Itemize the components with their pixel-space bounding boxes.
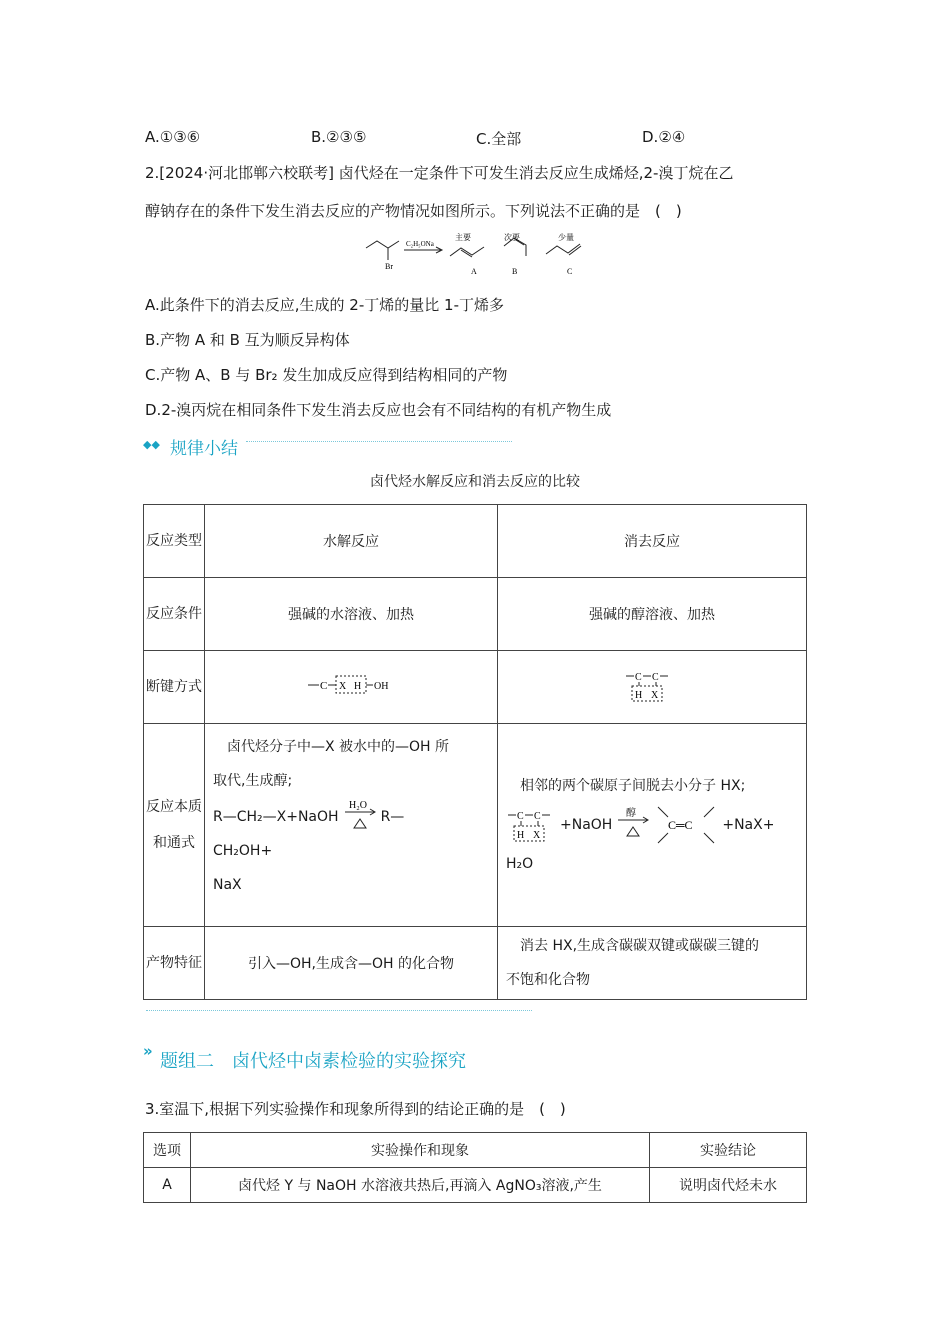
hydrolysis-conditions: 强碱的水溶液、加热 <box>205 578 498 651</box>
experiment-row-a <box>144 1168 807 1203</box>
experiment-header-row <box>144 1133 807 1168</box>
q1-option-c: C.全部 <box>476 130 522 148</box>
q1-option-a: A.①③⑥ <box>145 128 201 146</box>
hydrolysis-essence-line1: 卤代烃分子中—X 被水中的—OH 所 <box>213 739 450 755</box>
carbon-atom: C <box>320 680 328 692</box>
equation-reactants: R—CH₂—X+NaOH <box>213 809 339 825</box>
elimination-cleavage <box>498 651 807 724</box>
hydrolysis-cleavage <box>205 651 498 724</box>
br-label: Br <box>385 262 393 271</box>
hydrolysis-equation <box>213 798 489 834</box>
alcohol-heat-arrow-icon <box>616 806 650 844</box>
carbon-atom-1: C <box>517 811 524 822</box>
hydroxyl-group: OH <box>374 681 389 692</box>
label-conditions: 反应条件 <box>144 578 205 651</box>
double-bond-label: C═C <box>668 818 693 832</box>
experiment-table <box>143 1132 807 1203</box>
elimination-features-line2: 不饱和化合物 <box>506 972 590 988</box>
comparison-table <box>143 504 807 1000</box>
product-c-label: C <box>567 267 573 276</box>
row-essence <box>144 724 807 927</box>
q2-option-b: B.产物 A 和 B 互为顺反异构体 <box>145 331 350 349</box>
elimination-type: 消去反应 <box>498 505 807 578</box>
hydrogen-atom: H <box>354 681 362 692</box>
haloalkane-structure <box>506 805 556 845</box>
halogen-atom: X <box>533 830 541 841</box>
q1-option-b: B.②③⑤ <box>311 128 367 146</box>
product-a-skeleton <box>450 247 484 256</box>
comparison-table-title: 卤代烃水解反应和消去反应的比较 <box>370 474 580 490</box>
row-conditions <box>144 578 807 651</box>
summary-heading: 规律小结 <box>170 439 238 459</box>
hydrolysis-essence <box>205 724 498 927</box>
alkene-structure <box>654 803 718 847</box>
halogen-atom: X <box>339 681 347 692</box>
halogen-atom: X <box>651 690 659 701</box>
label-reaction-type: 反应类型 <box>144 505 205 578</box>
product-c-skeleton <box>546 244 580 254</box>
elimination-essence-line1: 相邻的两个碳原子间脱去小分子 HX; <box>506 778 746 794</box>
bromobutane-skeleton <box>366 241 399 248</box>
dotted-divider <box>246 441 512 442</box>
equation-naoh: +NaOH <box>560 817 613 833</box>
q2-option-d: D.2-溴丙烷在相同条件下发生消去反应也会有不同结构的有机产物生成 <box>145 401 612 419</box>
row-reaction-type <box>144 505 807 578</box>
row-a-conclusion: 说明卤代烃未水 <box>650 1168 807 1203</box>
water-label: H₂O <box>348 800 367 811</box>
diamond-bullet-icon: ◆◆ <box>143 438 160 451</box>
row-a-operation: 卤代烃 Y 与 NaOH 水溶液共热后,再滴入 AgNO₃溶液,产生 <box>191 1168 650 1203</box>
q2-option-a: A.此条件下的消去反应,生成的 2-丁烯的量比 1-丁烯多 <box>145 296 504 314</box>
elimination-product-features <box>498 927 807 1000</box>
reagent-label: C₂H₅ONa <box>406 240 434 248</box>
label-essence: 反应本质和通式 <box>144 724 205 927</box>
q2-stem-line2: 醇钠存在的条件下发生消去反应的产物情况如图所示。下列说法不正确的是 ( ) <box>145 202 682 220</box>
few-label: 少量 <box>558 233 574 242</box>
elimination-equation <box>506 803 798 847</box>
row-a-option: A <box>144 1168 191 1203</box>
q2-stem-line1: 2.[2024·河北邯郸六校联考] 卤代烃在一定条件下可发生消去反应生成烯烃,2-溴丁烷在乙 <box>145 164 734 182</box>
product-a-label: A <box>471 267 477 276</box>
row-bond-cleavage <box>144 651 807 724</box>
dotted-divider-bottom <box>146 1010 532 1011</box>
carbon-atom-1: C <box>635 672 642 683</box>
label-product-features: 产物特征 <box>144 927 205 1000</box>
equation-product-start: R— <box>380 809 405 825</box>
hydrolysis-essence-line2: 取代,生成醇; <box>213 773 293 789</box>
hydrolysis-product-features: 引入—OH,生成含—OH 的化合物 <box>205 927 498 1000</box>
elimination-scheme-figure <box>360 228 590 278</box>
hydrogen-atom: H <box>635 690 643 701</box>
carbon-atom-2: C <box>534 811 541 822</box>
alcohol-label: 醇 <box>626 808 637 819</box>
equation-water: H₂O <box>506 856 534 872</box>
major-label: 主要 <box>455 233 471 242</box>
hydrolysis-cleavage-diagram <box>306 673 396 697</box>
header-option: 选项 <box>144 1133 191 1168</box>
header-operation: 实验操作和现象 <box>191 1133 650 1168</box>
group2-heading: 题组二 卤代烃中卤素检验的实验探究 <box>160 1051 466 1072</box>
q1-option-d: D.②④ <box>642 128 686 146</box>
carbon-atom-2: C <box>652 672 659 683</box>
equation-product-nax: NaX <box>213 877 242 893</box>
elimination-features-line1: 消去 HX,生成含碳碳双键或碳碳三键的 <box>506 938 760 954</box>
hydrogen-atom: H <box>517 830 525 841</box>
hydrolysis-type: 水解反应 <box>205 505 498 578</box>
product-b-label: B <box>512 267 518 276</box>
equation-product-cont: CH₂OH+ <box>213 843 273 859</box>
equation-nax: +NaX+ <box>722 817 775 833</box>
elimination-essence <box>498 724 807 927</box>
elimination-cleavage-diagram <box>622 666 682 704</box>
header-conclusion: 实验结论 <box>650 1133 807 1168</box>
q2-option-c: C.产物 A、B 与 Br₂ 发生加成反应得到结构相同的产物 <box>145 366 508 384</box>
row-product-features <box>144 927 807 1000</box>
minor-label: 次要 <box>504 233 520 242</box>
elimination-conditions: 强碱的醇溶液、加热 <box>498 578 807 651</box>
label-bond-cleavage: 断键方式 <box>144 651 205 724</box>
heat-arrow-icon <box>343 798 377 834</box>
chevron-right-icon: » <box>143 1042 153 1060</box>
q3-stem: 3.室温下,根据下列实验操作和现象所得到的结论正确的是 ( ) <box>145 1100 566 1118</box>
